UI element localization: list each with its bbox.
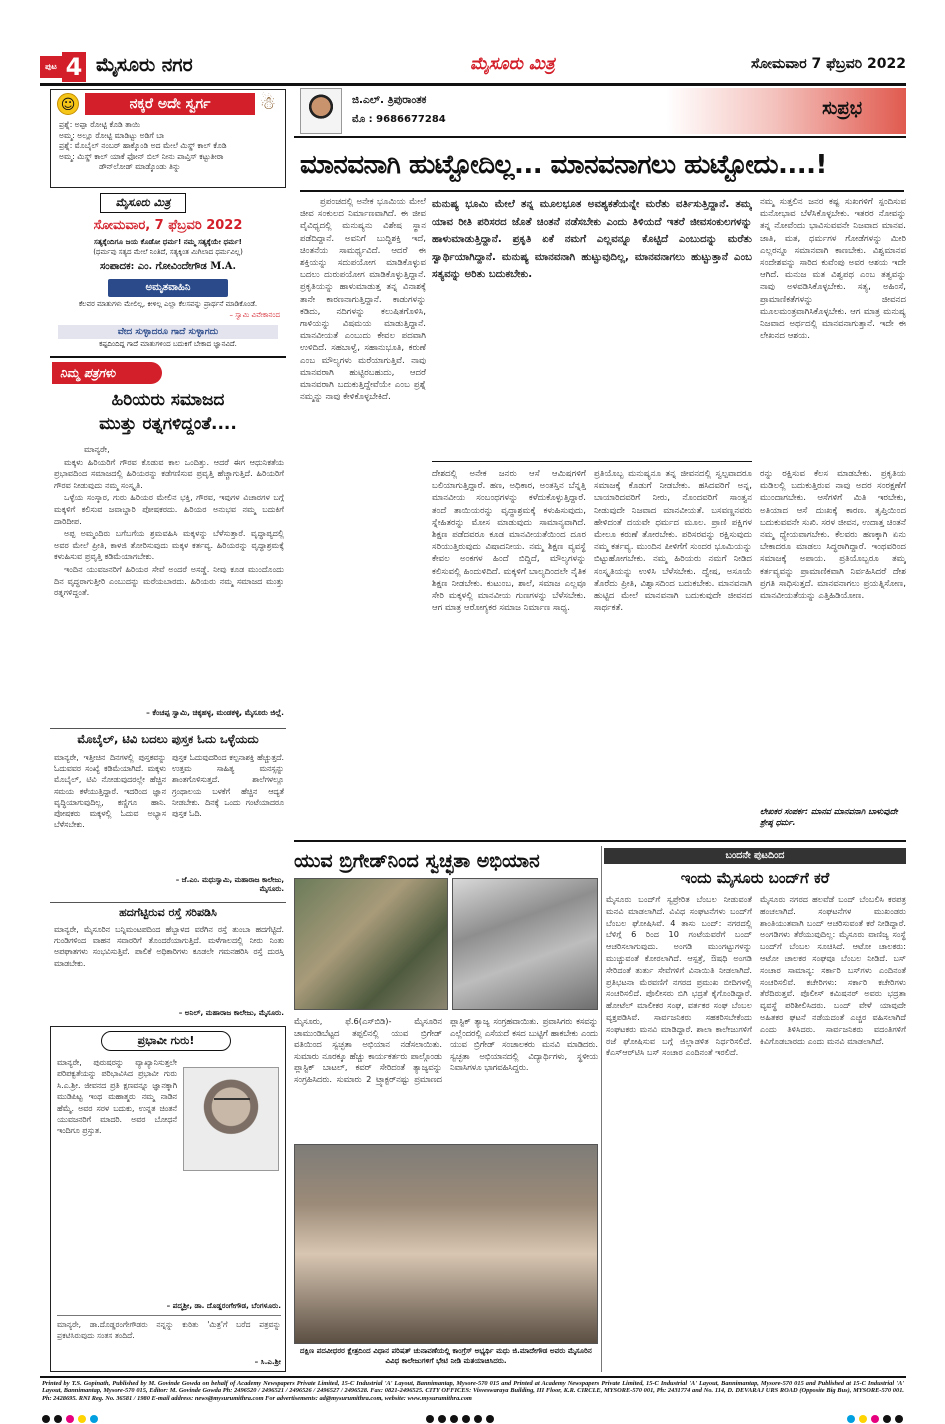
header-rule (40, 83, 906, 86)
letters-banner (52, 362, 162, 384)
author-photo (300, 88, 342, 134)
column-rule (294, 136, 906, 138)
joke-line: ಪ್ರಶ್ನೆ: ಮೊಬೈಲ್ ನಂಬರ್ ಹಾಕ್ಕೊಂಡಿ ಅದ ಮೇಲೆ ಮಿಸ್ಡ್ ಕಾಲ್ ಕೊಡಿ (59, 141, 227, 150)
column-name-badge (666, 88, 906, 134)
letter1-title-a: ಹಿರಿಯರು ಸಮಾಜದ (111, 390, 225, 410)
letter3-title: ಹದಗೆಟ್ಟಿರುವ ರಸ್ತೆ ಸರಿಪಡಿಸಿ (119, 906, 217, 919)
letter3-signature: – ಅನಿಲ್, ಮಹಾರಾಜ ಕಾಲೇಜು, ಮೈಸೂರು. (178, 1008, 284, 1017)
campaign-photo (294, 1144, 598, 1344)
letter1-para: ಮಕ್ಕಳು ಹಿರಿಯರಿಗೆ ಗೌರವ ಕೊಡುವ ಕಾಲ ಒಂದಿತ್ತು. ಆದರೆ ಈಗ ಆಧುನಿಕತೆಯ ಪ್ರಭಾವದಿಂದ ಸಮಾಜದಲ್ಲಿ ಹಿರಿಯರನ್ನು ಕಡೆಗಣಿಸುವ ಪ್ರವೃತ್ತಿ ಹೆಚ್ಚಾಗುತ್ತಿದೆ. ಹಿರಿಯರಿಗೆ ಗೌರವ ನೀಡುವುದು ನಮ್ಮ ಸಂಸ್ಕೃತಿ. (54, 456, 284, 490)
column-body-col4: ನಮ್ಮ ಸುತ್ತಲಿನ ಜನರ ಕಷ್ಟ ಸುಖಗಳಿಗೆ ಸ್ಪಂದಿಸುವ ಮನೋಭಾವ ಬೆಳೆಸಿಕೊಳ್ಳಬೇಕು. ಇತರರ ನೋವನ್ನು ತನ್ನ ನೋವೆಂದು ಭಾವಿಸುವವನೇ ನಿಜವಾದ ಮಾನವ. ಜಾತಿ, ಮತ, ಧರ್ಮಗಳ ಗೋಡೆಗಳನ್ನು ಮೀರಿ ಎಲ್ಲರನ್ನೂ ಸಮಾನವಾಗಿ ಕಾಣಬೇಕು. ವಿಶ್ವಮಾನವ ಸಂದೇಶವನ್ನು ಸಾರಿದ ಕುವೆಂಪು ಅವರ ಆಶಯ ಇದೇ ಆಗಿದೆ. ಮನುಜ ಮತ ವಿಶ್ವಪಥ ಎಂಬ ತತ್ವವನ್ನು ನಾವು ಅಳವಡಿಸಿಕೊಳ್ಳಬೇಕು. ಸತ್ಯ, ಅಹಿಂಸೆ, ಪ್ರಾಮಾಣಿಕತೆಗಳನ್ನು ಜೀವನದ ಮೂಲಮಂತ್ರವಾಗಿಸಿಕೊಳ್ಳಬೇಕು. ಆಗ ಮಾತ್ರ ಮನುಷ್ಯ ನಿಜವಾದ ಅರ್ಥದಲ್ಲಿ ಮಾನವನಾಗುತ್ತಾನೆ. ಇದೇ ಈ ಲೇಖನದ ಆಶಯ. (760, 197, 906, 342)
prabhavi-signature: – ಪದ್ಮಶ್ರೀ, ಡಾ. ದೊಡ್ಡರಂಗೇಗೌಡ, ಬೆಂಗಳೂರು. (166, 1301, 281, 1310)
letter-rule (50, 728, 286, 729)
amruta-title: ಅಮೃತವಾಹಿನಿ (108, 279, 228, 297)
prabhavi-note: ಮಾನ್ಯರೇ, ಡಾ.ದೊಡ್ಡರಂಗೇಗೌಡರು ನನ್ನನ್ನು ಕುರಿತು 'ಮಿತ್ರ'ಗೆ ಬರೆದ ಪತ್ರವನ್ನು ಪ್ರಕಟಿಸಿರುವುದು ಸಂತಸ ತಂದಿದೆ. (57, 1320, 281, 1340)
letter-rule (50, 902, 286, 903)
amruta-text: ಕೆಲವರ ಮಾತುಗಳು ಮೇಲಿಲ್ಲ, ಕೀಳಿಲ್ಲ ಎಲ್ಲಾ ಕೆಲಸವನ್ನು ಪ್ರಾರ್ಥನೆ ಮಾಡಿಕೊಂಡೆ. (78, 300, 258, 308)
amruta-author: – ಸ್ವಾಮಿ ವಿವೇಕಾನಂದ (229, 311, 280, 319)
footer-rule (40, 1376, 906, 1378)
veda-text: ಕಷ್ಟದಿಂದಿದ್ದ ಗಾದೆ ಮಾತುಗಳಿಂದ ಬದುಕಿಗೆ ಬೇಕಾದ ಜ್ಞಾನವಿದೆ. (99, 340, 237, 348)
registration-marks-right (845, 1408, 905, 1424)
letters-section (50, 362, 286, 1372)
letter2-col2: ಪುಸ್ತಕ ಓದುವುದರಿಂದ ಕಲ್ಪನಾಶಕ್ತಿ ಹೆಚ್ಚುತ್ತದೆ. ಉತ್ತಮ ಸಾಹಿತ್ಯ ಮನಸ್ಸನ್ನು ಶಾಂತಗೊಳಿಸುತ್ತದೆ. ಶಾಲೆಗಳಲ್ಲೂ ಗ್ರಂಥಾಲಯ ಬಳಕೆಗೆ ಹೆಚ್ಚಿನ ಆದ್ಯತೆ ನೀಡಬೇಕು. ದಿನಕ್ಕೆ ಒಂದು ಗಂಟೆಯಾದರೂ ಪುಸ್ತಕ ಓದಿ. (172, 753, 284, 819)
masthead: ಮೈಸೂರು ಮಿತ್ರ (470, 54, 555, 74)
sidebar-rule (50, 356, 286, 358)
column-body-col5: ರನ್ನು ರಕ್ಷಿಸುವ ಕೆಲಸ ಮಾಡಬೇಕು. ಪ್ರಕೃತಿಯ ಮಡಿಲಲ್ಲಿ ಬದುಕುತ್ತಿರುವ ನಾವು ಅದರ ಸಂರಕ್ಷಣೆಗೆ ಮುಂದಾಗಬೇಕು. ಆಸೆಗಳಿಗೆ ಮಿತಿ ಇರಬೇಕು, ಅತಿಯಾದ ಆಸೆ ದುಃಖಕ್ಕೆ ಕಾರಣ. ತೃಪ್ತಿಯಿಂದ ಬದುಕುವವನೇ ಸುಖಿ. ಸರಳ ಜೀವನ, ಉದಾತ್ತ ಚಿಂತನೆ ನಮ್ಮ ಧ್ಯೇಯವಾಗಬೇಕು. ಕೆಲವರು ಹಣಕ್ಕಾಗಿ ಏನು ಬೇಕಾದರೂ ಮಾಡಲು ಸಿದ್ಧರಾಗಿದ್ದಾರೆ. ಇಂಥವರಿಂದ ಸಮಾಜಕ್ಕೆ ಅಪಾಯ. ಪ್ರತಿಯೊಬ್ಬರೂ ತಮ್ಮ ಕರ್ತವ್ಯವನ್ನು ಪ್ರಾಮಾಣಿಕವಾಗಿ ನಿರ್ವಹಿಸಿದರೆ ದೇಶ ಪ್ರಗತಿ ಸಾಧಿಸುತ್ತದೆ. ಮಾನವನಾಗಲು ಪ್ರಯತ್ನಿಸೋಣ, ಮಾನವೀಯತೆಯನ್ನು ಎತ್ತಿಹಿಡಿಯೋಣ. (760, 469, 906, 602)
column-author-mobile: ಮೊ : 9686677284 (352, 114, 446, 125)
prabhavi-box (50, 1026, 286, 1372)
laugh-icon: ☺ (57, 93, 79, 115)
letter1-para: ಇಂದಿನ ಯುವಜನರಿಗೆ ಹಿರಿಯರ ಸೇವೆ ಅಂದರೆ ಅಸಡ್ಡೆ. ನೀವು ಕೂಡ ಮುಂದೊಂದು ದಿನ ವೃದ್ಧರಾಗುತ್ತೀರಿ ಎಂಬುದನ್ನು ಮರೆಯಬಾರದು. ಹಿರಿಯರು ನಮ್ಮ ಸಮಾಜದ ಮುತ್ತು ರತ್ನಗಳಿದ್ದಂತೆ. (54, 563, 284, 598)
cleanup-photo-2 (452, 878, 598, 1010)
column-lead: ಮನುಷ್ಯ ಭೂಮಿ ಮೇಲೆ ತನ್ನ ಮೂಲಭೂತ ಅವಶ್ಯಕತೆಯನ್ನೇ ಮರೆತು ವರ್ತಿಸುತ್ತಿದ್ದಾನೆ. ತಮ್ಮ ಯಾವ ರೀತಿ ಪರಿಸರದ ಜೊತೆ ಚಿಂತನೆ ನಡೆಸಬೇಕು ಎಂದು ತಿಳಿಯದೆ ಇತರೆ ಜೀವಸಂಕುಲಗಳನ್ನು ಹಾಳುಮಾಡುತ್ತಿದ್ದಾನೆ. ಪ್ರಕೃತಿ ಏಕೆ ನಮಗೆ ಎಲ್ಲವನ್ನೂ ಕೊಟ್ಟಿದೆ ಎಂಬುದನ್ನು ಮರೆತು ಸ್ವಾರ್ಥಿಯಾಗಿದ್ದಾನೆ. ಮನುಷ್ಯ ಮಾನವನಾಗಿ ಹುಟ್ಟುವುದಿಲ್ಲ, ಮಾನವನಾಗಲು ಹುಟ್ಟುತ್ತಾನೆ ಎಂಬ ಸತ್ಯವನ್ನು ಅರಿತು ಬದುಕಬೇಕು. (432, 199, 752, 281)
author-portrait (183, 1067, 279, 1171)
info-line1: ಸತ್ಯಕ್ಕೆಂದಿಗೂ ಜಯ ಕೊಡೋ ಧರ್ಮ! ನಮ್ಮ ಸತ್ಯಕ್ಕೆಯೇ ಧರ್ಮ! (94, 237, 242, 246)
letters-banner-label: ನಿಮ್ಮ ಪತ್ರಗಳು (60, 366, 116, 380)
campaign-caption: ದಕ್ಷಿಣ ಪದವೀಧರರ ಕ್ಷೇತ್ರದಿಂದ ವಿಧಾನ ಪರಿಷತ್ ಚುನಾವಣೆಯಲ್ಲಿ ಕಾಂಗ್ರೆಸ್ ಅಭ್ಯರ್ಥಿ ಮಧು ಜಿ.ಮಾದೇಗೌಡ ಅವರು ಮೈಸೂರಿನ ವಿವಿಧ ಕಾಲೇಜುಗಳಿಗೆ ಭೇಟಿ ನೀಡಿ ಮತಯಾಚಿಸಿದರು. (300, 1346, 592, 1365)
column-lead-box (432, 196, 752, 462)
registration-marks-center (424, 1408, 496, 1424)
column-author-band (294, 88, 906, 136)
nakkare-lines (59, 120, 281, 173)
joke-footer: ಡೌನ್‌ಲೋಡ್ ಮಾಡ್ಕೊಂಡು ತಿನ್ನು (99, 162, 181, 171)
prabhavi-note-rule (57, 1315, 281, 1316)
joke-line: ಅಮ್ಮ: ಮಿಸ್ಡ್ ಕಾಲ್ ಯಾಕೆ ಫೋನ್ ಬಿಲ್ ನೀನು ಪಾವ್ತಿಸ್ ಕಟ್ಟುತೀರಾ (59, 151, 224, 161)
letter2-col1: ಮಾನ್ಯರೇ, ಇತ್ತೀಚಿನ ದಿನಗಳಲ್ಲಿ ಪುಸ್ತಕವನ್ನು ಓದುವವರ ಸಂಖ್ಯೆ ಕಡಿಮೆಯಾಗಿದೆ. ಮಕ್ಕಳು ಮೊಬೈಲ್, ಟಿವಿ ನೋಡುವುದರಲ್ಲೇ ಹೆಚ್ಚಿನ ಸಮಯ ಕಳೆಯುತ್ತಿದ್ದಾರೆ. ಇದರಿಂದ ಜ್ಞಾನ ವೃದ್ಧಿಯಾಗುವುದಿಲ್ಲ, ಕಣ್ಣಿಗೂ ಹಾನಿ. ಪೋಷಕರು ಮಕ್ಕಳಲ್ಲಿ ಓದುವ ಅಭ್ಯಾಸ ಬೆಳೆಸಬೇಕು. (54, 753, 166, 830)
bandh-kicker: ಬಂದನೇ ಪುಟದಿಂದ (604, 848, 906, 864)
info-editor: ಸಂಪಾದಕ: ಎಂ. ಗೋವಿಂದೇಗೌಡ M.A. (99, 261, 237, 272)
column-bottom-rule (294, 840, 906, 842)
yuva-text: ಮೈಸೂರು, ಫೆ.6(ಎಸ್‌ಬಿಡಿ)- ಮೈಸೂರಿನ ಚಾಮುಂಡಿಬೆಟ್ಟದ ತಪ್ಪಲಿನಲ್ಲಿ ಯುವ ಬ್ರಿಗೇಡ್ ವತಿಯಿಂದ ಸ್ವಚ್ಛತಾ ಅಭಿಯಾನ ನಡೆಸಲಾಯಿತು. ಸುಮಾರು ನೂರಕ್ಕೂ ಹೆಚ್ಚು ಕಾರ್ಯಕರ್ತರು ಪಾಲ್ಗೊಂಡು ಪ್ಲಾಸ್ಟಿಕ್ ಬಾಟಲ್, ಕವರ್ ಸೇರಿದಂತೆ ತ್ಯಾಜ್ಯವನ್ನು ಸಂಗ್ರಹಿಸಿದರು. ಸುಮಾರು 2 ಟ್ರ್ಯಾಕ್ಟರ್‌ನಷ್ಟು ಪ್ರಮಾಣದ ಪ್ಲಾಸ್ಟಿಕ್ ತ್ಯಾಜ್ಯ ಸಂಗ್ರಹವಾಯಿತು. ಪ್ರವಾಸಿಗರು ಕಸವನ್ನು ಎಲ್ಲೆಂದರಲ್ಲಿ ಎಸೆಯದೆ ಕಸದ ಬುಟ್ಟಿಗೆ ಹಾಕಬೇಕು ಎಂದು ಯುವ ಬ್ರಿಗೇಡ್ ಸಂಚಾಲಕರು ಮನವಿ ಮಾಡಿದರು. ಸ್ವಚ್ಛತಾ ಅಭಿಯಾನದಲ್ಲಿ ವಿದ್ಯಾರ್ಥಿಗಳು, ಸ್ಥಳೀಯ ನಿವಾಸಿಗಳೂ ಭಾಗವಹಿಸಿದ್ದರು. (294, 1016, 598, 1084)
letter1-para: ಮಾನ್ಯರೇ, (84, 444, 110, 454)
page-number: 4 (62, 52, 86, 82)
letter2-signature: – ಜೆ.ಎಂ. ಮಧುಸ್ವಾಮಿ, ಮಹಾರಾಜ ಕಾಲೇಜು, ಮೈಸೂರು. (175, 876, 284, 893)
page-label: ಪುಟ (40, 56, 62, 78)
yuva-headline: ಯುವ ಬ್ರಿಗೇಡ್‌ನಿಂದ ಸ್ವಚ್ಛತಾ ಅಭಿಯಾನ (294, 850, 540, 872)
letter1-para: ಅಪ್ಪ ಅಮ್ಮಂದಿರು ಬಗೆಬಗೆಯ ಶ್ರಮವಹಿಸಿ ಮಕ್ಕಳನ್ನು ಬೆಳೆಸುತ್ತಾರೆ. ವೃದ್ಧಾಪ್ಯದಲ್ಲಿ ಅವರ ಮೇಲೆ ಪ್ರೀತಿ, ಕಾಳಜಿ ತೋರಿಸುವುದು ಮಕ್ಕಳ ಕರ್ತವ್ಯ. ಹಿರಿಯರನ್ನು ವೃದ್ಧಾಶ್ರಮಕ್ಕೆ ಕಳುಹಿಸುವ ಪ್ರವೃತ್ತಿ ಕಡಿಮೆಯಾಗಬೇಕು. (54, 528, 284, 562)
section-title: ಮೈಸೂರು ನಗರ (96, 54, 193, 76)
prabhavi-title: ಪ್ರಭಾವೀ ಗುರು! (101, 1031, 231, 1051)
letter1-para: ಒಳ್ಳೆಯ ಸಂಸ್ಕಾರ, ಗುರು ಹಿರಿಯರ ಮೇಲಿನ ಭಕ್ತಿ, ಗೌರವ, ಇವುಗಳ ವಿಚಾರಗಳ ಬಗ್ಗೆ ಮಕ್ಕಳಿಗೆ ಕಲಿಸುವ ಜವಾಬ್ದಾರಿ ಪೋಷಕರದು. ಹಿರಿಯರ ಅನುಭವ ನಮ್ಮ ಬದುಕಿಗೆ ದಾರಿದೀಪ. (54, 492, 284, 526)
registration-marks-left (40, 1408, 100, 1424)
footer-imprint: Printed by T.S. Gopinath, Published by M. Govinde Gowda on behalf of Academy Newspapers Private Limited, 15-C Industrial 'A' Layout, Bannimantap, Mysore-570 015 and Printed at Academy Newspapers Private Limited, 15-C Industrial 'A' Layout, Bannimantap, Mysore-570 015 and Published at 15-C Industrial 'A' Layout, Bannimantap, Mysore-570 015, Editor: M. Govinde Gowda Ph: 2496520 / 2496521 / 2496526 / 2496527 / 2496528. Fax: 0821-2496525. CITY OFFICES: Visveswaraya Building, III Floor, K.R. CIRCLE, MYSORE-570 001, Ph: 2431774 and No. 114, D. DEVARAJ URS ROAD (Opposite Big Bus), MYSORE-570 001. Ph: 2428695. RNI Reg. No. 36581 / 1980 E-mail address: news@mysurumithra.com For advertisements: ad@mysurumithra.com, website: www.mysurumithra.com (42, 1380, 904, 1402)
letter2-title: ಮೊಬೈಲ್, ಟಿವಿ ಬದಲು ಪುಸ್ತಕ ಓದು ಒಳ್ಳೆಯದು (77, 732, 259, 746)
mini-masthead: ಮೈಸೂರು ಮಿತ್ರ (100, 193, 186, 213)
letter3-body: ಮಾನ್ಯರೇ, ಮೈಸೂರಿನ ಬನ್ನಿಮಂಟಪದಿಂದ ಹೆಬ್ಬಾಳದ ವರೆಗಿನ ರಸ್ತೆ ತುಂಬಾ ಹದಗೆಟ್ಟಿದೆ. ಗುಂಡಿಗಳಿಂದ ವಾಹನ ಸವಾರರಿಗೆ ತೊಂದರೆಯಾಗುತ್ತಿದೆ. ಮಳೆಗಾಲದಲ್ಲಿ ನೀರು ನಿಂತು ಅಪಘಾತಗಳು ಸಂಭವಿಸುತ್ತಿವೆ. ಪಾಲಿಕೆ ಅಧಿಕಾರಿಗಳು ಕೂಡಲೇ ಗಮನಹರಿಸಿ ರಸ್ತೆ ದುರಸ್ತಿ ಮಾಡಬೇಕು. (54, 925, 284, 968)
info-date: ಸೋಮವಾರ, 7 ಫೆಬ್ರವರಿ 2022 (93, 218, 243, 233)
prabhavi-note-signature: – ಸಿ.ಎ.ಶ್ರೀ (254, 1357, 281, 1366)
headline-underline (300, 190, 904, 192)
column-endnote: ಲೇಖಕರ ಸಂಪರ್ಕ: ಮಾನವ ಮಾನವನಾಗಿ ಬಾಳುವುದೇ ಶ್ರೇಷ್ಠ ಧರ್ಮ. (760, 807, 898, 827)
letter1-title-b: ಮುತ್ತು ರತ್ನಗಳಿದ್ದಂತೆ.... (99, 414, 237, 434)
nakkare-box (50, 89, 286, 188)
page-header (40, 52, 906, 82)
info-line2: (ಧರ್ಮವು ಸತ್ಯದ ಮೇಲೆ ನಿಂತಿದೆ, ಸತ್ಯಕ್ಕಿಂತ ಮಿಗಿಲಾದ ಧರ್ಮವಿಲ್ಲ) (93, 248, 243, 256)
column-body-col3: ಪ್ರತಿಯೊಬ್ಬ ಮನುಷ್ಯನೂ ತನ್ನ ಜೀವನದಲ್ಲಿ ಸ್ವಲ್ಪವಾದರೂ ಸಮಾಜಕ್ಕೆ ಕೊಡುಗೆ ನೀಡಬೇಕು. ಹಸಿದವರಿಗೆ ಅನ್ನ, ಬಾಯಾರಿದವರಿಗೆ ನೀರು, ನೊಂದವರಿಗೆ ಸಾಂತ್ವನ ನೀಡುವುದೇ ನಿಜವಾದ ಮಾನವೀಯತೆ. ಬಸವಣ್ಣನವರು ಹೇಳಿದಂತೆ ದಯವೇ ಧರ್ಮದ ಮೂಲ. ಪ್ರಾಣಿ ಪಕ್ಷಿಗಳ ಮೇಲೂ ಕರುಣೆ ತೋರಬೇಕು. ಪರಿಸರವನ್ನು ರಕ್ಷಿಸುವುದು ನಮ್ಮ ಕರ್ತವ್ಯ. ಮುಂದಿನ ಪೀಳಿಗೆಗೆ ಸುಂದರ ಭೂಮಿಯನ್ನು ಬಿಟ್ಟುಹೋಗಬೇಕು. ನಮ್ಮ ಹಿರಿಯರು ನಮಗೆ ನೀಡಿದ ಸಂಸ್ಕೃತಿಯನ್ನು ಉಳಿಸಿ ಬೆಳೆಸಬೇಕು. ದ್ವೇಷ, ಅಸೂಯೆ ತೊರೆದು ಪ್ರೀತಿ, ವಿಶ್ವಾಸದಿಂದ ಬದುಕಬೇಕು. ಮಾನವನಾಗಿ ಹುಟ್ಟಿದ ಮೇಲೆ ಮಾನವನಾಗಿ ಬದುಕುವುದೇ ಜೀವನದ ಸಾರ್ಥಕತೆ. (594, 469, 752, 614)
bandh-headline: ಇಂದು ಮೈಸೂರು ಬಂದ್‌ಗೆ ಕರೆ (680, 869, 830, 887)
joke-line: ಅಮ್ಮ: ಅಲ್ಲೂ ರೋಟ್ಟಿ ಮಾಡಿಟ್ಟು ಅಡಿಗೆ ಬಾ (59, 130, 165, 140)
issue-date: ಸೋಮವಾರ 7 ಫೆಬ್ರವರಿ 2022 (751, 56, 906, 72)
column-name: ಸುಪ್ರಭ (822, 98, 862, 119)
veda-title: ವೇದ ಸುಳ್ಳಾದರೂ ಗಾದೆ ಸುಳ್ಳಾಗದು (58, 325, 278, 339)
portrait-glasses-icon (214, 1098, 250, 1106)
column-body-col2: ದೇಶದಲ್ಲಿ ಅನೇಕ ಜನರು ಆಸೆ ಆಮಿಷಗಳಿಗೆ ಬಲಿಯಾಗುತ್ತಿದ್ದಾರೆ. ಹಣ, ಅಧಿಕಾರ, ಅಂತಸ್ತಿನ ಬೆನ್ನತ್ತಿ ಮಾನವೀಯ ಸಂಬಂಧಗಳನ್ನು ಕಳೆದುಕೊಳ್ಳುತ್ತಿದ್ದಾರೆ. ತಂದೆ ತಾಯಿಯರನ್ನು ವೃದ್ಧಾಶ್ರಮಕ್ಕೆ ಕಳುಹಿಸುವುದು, ಸ್ನೇಹಿತರನ್ನು ಮೋಸ ಮಾಡುವುದು ಸಾಮಾನ್ಯವಾಗಿದೆ. ಶಿಕ್ಷಣ ಪಡೆದವರೂ ಕೂಡ ಮಾನವೀಯತೆಯಿಂದ ದೂರ ಸರಿಯುತ್ತಿರುವುದು ವಿಷಾದನೀಯ. ನಮ್ಮ ಶಿಕ್ಷಣ ವ್ಯವಸ್ಥೆ ಕೇವಲ ಅಂಕಗಳ ಹಿಂದೆ ಬಿದ್ದಿದೆ, ಮೌಲ್ಯಗಳನ್ನು ಕಲಿಸುವಲ್ಲಿ ಹಿಂದುಳಿದಿದೆ. ಮಕ್ಕಳಿಗೆ ಬಾಲ್ಯದಿಂದಲೇ ನೈತಿಕ ಶಿಕ್ಷಣ ನೀಡಬೇಕು. ಕುಟುಂಬ, ಶಾಲೆ, ಸಮಾಜ ಎಲ್ಲವೂ ಸೇರಿ ಮಕ್ಕಳಲ್ಲಿ ಮಾನವೀಯ ಗುಣಗಳನ್ನು ಬೆಳೆಸಬೇಕು. ಆಗ ಮಾತ್ರ ಆರೋಗ್ಯಕರ ಸಮಾಜ ನಿರ್ಮಾಣ ಸಾಧ್ಯ. (432, 469, 586, 614)
column-headline: ಮಾನವನಾಗಿ ಹುಟ್ಟೋದಿಲ್ಲ... ಮಾನವನಾಗಲು ಹುಟ್ಟೋದು....! (300, 150, 827, 180)
bandh-col1: ಮೈಸೂರು ಬಂದ್‌ಗೆ ಸ್ವಪ್ರೇರಿತ ಬೆಂಬಲ ನೀಡುವಂತೆ ಮನವಿ ಮಾಡಲಾಗಿದೆ. ವಿವಿಧ ಸಂಘಟನೆಗಳು ಬಂದ್‌ಗೆ ಬೆಂಬಲ ಘೋಷಿಸಿವೆ. 4 ತಾಸು ಬಂದ್: ನಗರದಲ್ಲಿ ಬೆಳಿಗ್ಗೆ 6 ರಿಂದ 10 ಗಂಟೆಯವರೆಗೆ ಬಂದ್ ಆಚರಿಸಲಾಗುವುದು. ಅಂಗಡಿ ಮುಂಗಟ್ಟುಗಳನ್ನು ಮುಚ್ಚುವಂತೆ ಕೋರಲಾಗಿದೆ. ಆಸ್ಪತ್ರೆ, ಔಷಧಿ ಅಂಗಡಿ ಸೇರಿದಂತೆ ತುರ್ತು ಸೇವೆಗಳಿಗೆ ವಿನಾಯಿತಿ ನೀಡಲಾಗಿದೆ. ಪ್ರತಿಭಟನಾ ಮೆರವಣಿಗೆ ನಗರದ ಪ್ರಮುಖ ಬೀದಿಗಳಲ್ಲಿ ಸಂಚರಿಸಲಿದೆ. ಪೊಲೀಸರು ಬಿಗಿ ಭದ್ರತೆ ಕೈಗೊಂಡಿದ್ದಾರೆ. ಹೋಟೆಲ್ ಮಾಲೀಕರ ಸಂಘ, ವರ್ತಕರ ಸಂಘ ಬೆಂಬಲ ವ್ಯಕ್ತಪಡಿಸಿವೆ. ಸಾರ್ವಜನಿಕರು ಸಹಕರಿಸಬೇಕೆಂದು ಸಂಘಟಕರು ಮನವಿ ಮಾಡಿದ್ದಾರೆ. ಶಾಲಾ ಕಾಲೇಜುಗಳಿಗೆ ರಜೆ ಘೋಷಿಸುವ ಬಗ್ಗೆ ಜಿಲ್ಲಾಡಳಿತ ನಿರ್ಧರಿಸಲಿದೆ. ಕೆಎಸ್‌ಆರ್‌ಟಿಸಿ ಬಸ್ ಸಂಚಾರ ಎಂದಿನಂತೆ ಇರಲಿದೆ. (606, 894, 752, 1058)
bandh-divider (601, 846, 602, 1372)
letter1-signature: – ಕೆಂಚಪ್ಪ ಸ್ವಾಮಿ, ಚಿಕ್ಕಹಳ್ಳ, ಮಂಡಕಳ್ಳಿ, ಮೈಸೂರು ಜಿಲ್ಲೆ. (146, 708, 284, 717)
column-author-name: ಜಿ.ಎಲ್. ತ್ರಿಪುರಾಂತಕ (352, 94, 427, 106)
nakkare-title: ನಕ್ಕರೆ ಅದೇ ಸ್ವರ್ಗ (85, 93, 255, 115)
column-body-col1: ಪ್ರಪಂಚದಲ್ಲಿ ಅನೇಕ ಭೂಮಿಯ ಮೇಲೆ ಜೀವ ಸಂಕುಲದ ನಿರ್ಮಾಣವಾಗಿದೆ. ಈ ಜೀವ ವೈವಿಧ್ಯದಲ್ಲಿ ಮನುಷ್ಯನು ವಿಶೇಷ ಸ್ಥಾನ ಪಡೆದಿದ್ದಾನೆ. ಅವನಿಗೆ ಬುದ್ಧಿಶಕ್ತಿ ಇದೆ, ಚಿಂತನೆಯ ಸಾಮರ್ಥ್ಯವಿದೆ. ಆದರೆ ಈ ಶಕ್ತಿಯನ್ನು ಸದುಪಯೋಗ ಮಾಡಿಕೊಳ್ಳುವ ಬದಲು ದುರುಪಯೋಗ ಮಾಡಿಕೊಳ್ಳುತ್ತಿದ್ದಾನೆ. ಪ್ರಕೃತಿಯನ್ನು ಹಾಳುಮಾಡುತ್ತ ತನ್ನ ವಿನಾಶಕ್ಕೆ ತಾನೇ ಕಾರಣನಾಗುತ್ತಿದ್ದಾನೆ. ಕಾಡುಗಳನ್ನು ಕಡಿದು, ನದಿಗಳನ್ನು ಕಲುಷಿತಗೊಳಿಸಿ, ಗಾಳಿಯನ್ನು ವಿಷಮಯ ಮಾಡುತ್ತಿದ್ದಾನೆ. ಮಾನವೀಯತೆ ಎಂಬುದು ಕೇವಲ ಪದವಾಗಿ ಉಳಿದಿದೆ. ಸಹಬಾಳ್ವೆ, ಸಹಾನುಭೂತಿ, ಕರುಣೆ ಎಂಬ ಮೌಲ್ಯಗಳು ಮರೆಯಾಗುತ್ತಿವೆ. ನಾವು ಮಾನವರಾಗಿ ಹುಟ್ಟಿರಬಹುದು, ಆದರೆ ಮಾನವರಾಗಿ ಬದುಕುತ್ತಿದ್ದೇವೆಯೇ ಎಂಬ ಪ್ರಶ್ನೆ ನಮ್ಮನ್ನು ನಾವು ಕೇಳಿಕೊಳ್ಳಬೇಕಿದೆ. (300, 197, 426, 403)
info-box (50, 190, 286, 352)
joke-line: ಪ್ರಶ್ನೆ: ಅಪ್ಪಾ ರೋಟ್ಟಿ ಕೊಡಿ ತಾಯಿ (59, 120, 141, 129)
cartoon-figure-icon: ☃ (259, 93, 277, 114)
cleanup-photo-1 (294, 878, 448, 1010)
prabhavi-text: ಮಾನ್ಯರೇ, ಪುರುಷರನ್ನು ವ್ಯಾಖ್ಯಾನಿಸುತ್ತಲೇ ಪರಿಪಕ್ವತೆಯನ್ನು ಪರಿಭಾವಿಸಿದ ಪ್ರಭಾವೀ ಗುರು ಸಿ.ಎ.ಶ್ರೀ. ಜೀವನದ ಪ್ರತಿ ಕ್ಷಣವನ್ನೂ ಜ್ಞಾನಕ್ಕಾಗಿ ಮುಡಿಪಿಟ್ಟ ಇಂಥ ಮಹಾತ್ಮರು ನಮ್ಮ ನಾಡಿನ ಹೆಮ್ಮೆ. ಅವರ ಸರಳ ಬದುಕು, ಉನ್ನತ ಚಿಂತನೆ ಯುವಜನರಿಗೆ ಮಾದರಿ. ಅವರ ಬೋಧನೆ ಇಂದಿಗೂ ಪ್ರಸ್ತುತ. (57, 1058, 177, 1136)
bandh-col2: ಮೈಸೂರು ನಗರದ ಹಲವೆಡೆ ಬಂದ್ ಬೆಂಬಲಿಸಿ ಕರಪತ್ರ ಹಂಚಲಾಗಿದೆ. ಸಂಘಟನೆಗಳ ಮುಖಂಡರು ಶಾಂತಿಯುತವಾಗಿ ಬಂದ್ ಆಚರಿಸುವಂತೆ ಕರೆ ನೀಡಿದ್ದಾರೆ. ಅಂಗಡಿಗಳು ತೆರೆಯುವುದಿಲ್ಲ: ಮೈಸೂರು ವಾಣಿಜ್ಯ ಸಂಸ್ಥೆ ಬಂದ್‌ಗೆ ಬೆಂಬಲ ಸೂಚಿಸಿದೆ. ಆಟೋ ಚಾಲಕರು: ಆಟೋ ಚಾಲಕರ ಸಂಘವೂ ಬೆಂಬಲ ನೀಡಿದೆ. ಬಸ್ ಸಂಚಾರ ಸಾಮಾನ್ಯ: ಸರ್ಕಾರಿ ಬಸ್‌ಗಳು ಎಂದಿನಂತೆ ಸಂಚರಿಸಲಿವೆ. ಕಚೇರಿಗಳು: ಸರ್ಕಾರಿ ಕಚೇರಿಗಳು ತೆರೆದಿರುತ್ತವೆ. ಪೊಲೀಸ್ ಕಮಿಷನರ್ ಅವರು ಭದ್ರತಾ ವ್ಯವಸ್ಥೆ ಪರಿಶೀಲಿಸಿದರು. ಬಂದ್ ವೇಳೆ ಯಾವುದೇ ಅಹಿತಕರ ಘಟನೆ ನಡೆಯದಂತೆ ಎಚ್ಚರ ವಹಿಸಲಾಗಿದೆ ಎಂದು ತಿಳಿಸಿದರು. ಸಾರ್ವಜನಿಕರು ವದಂತಿಗಳಿಗೆ ಕಿವಿಗೊಡಬಾರದು ಎಂದು ಮನವಿ ಮಾಡಲಾಗಿದೆ. (760, 894, 906, 1046)
letter1-body (54, 444, 284, 702)
